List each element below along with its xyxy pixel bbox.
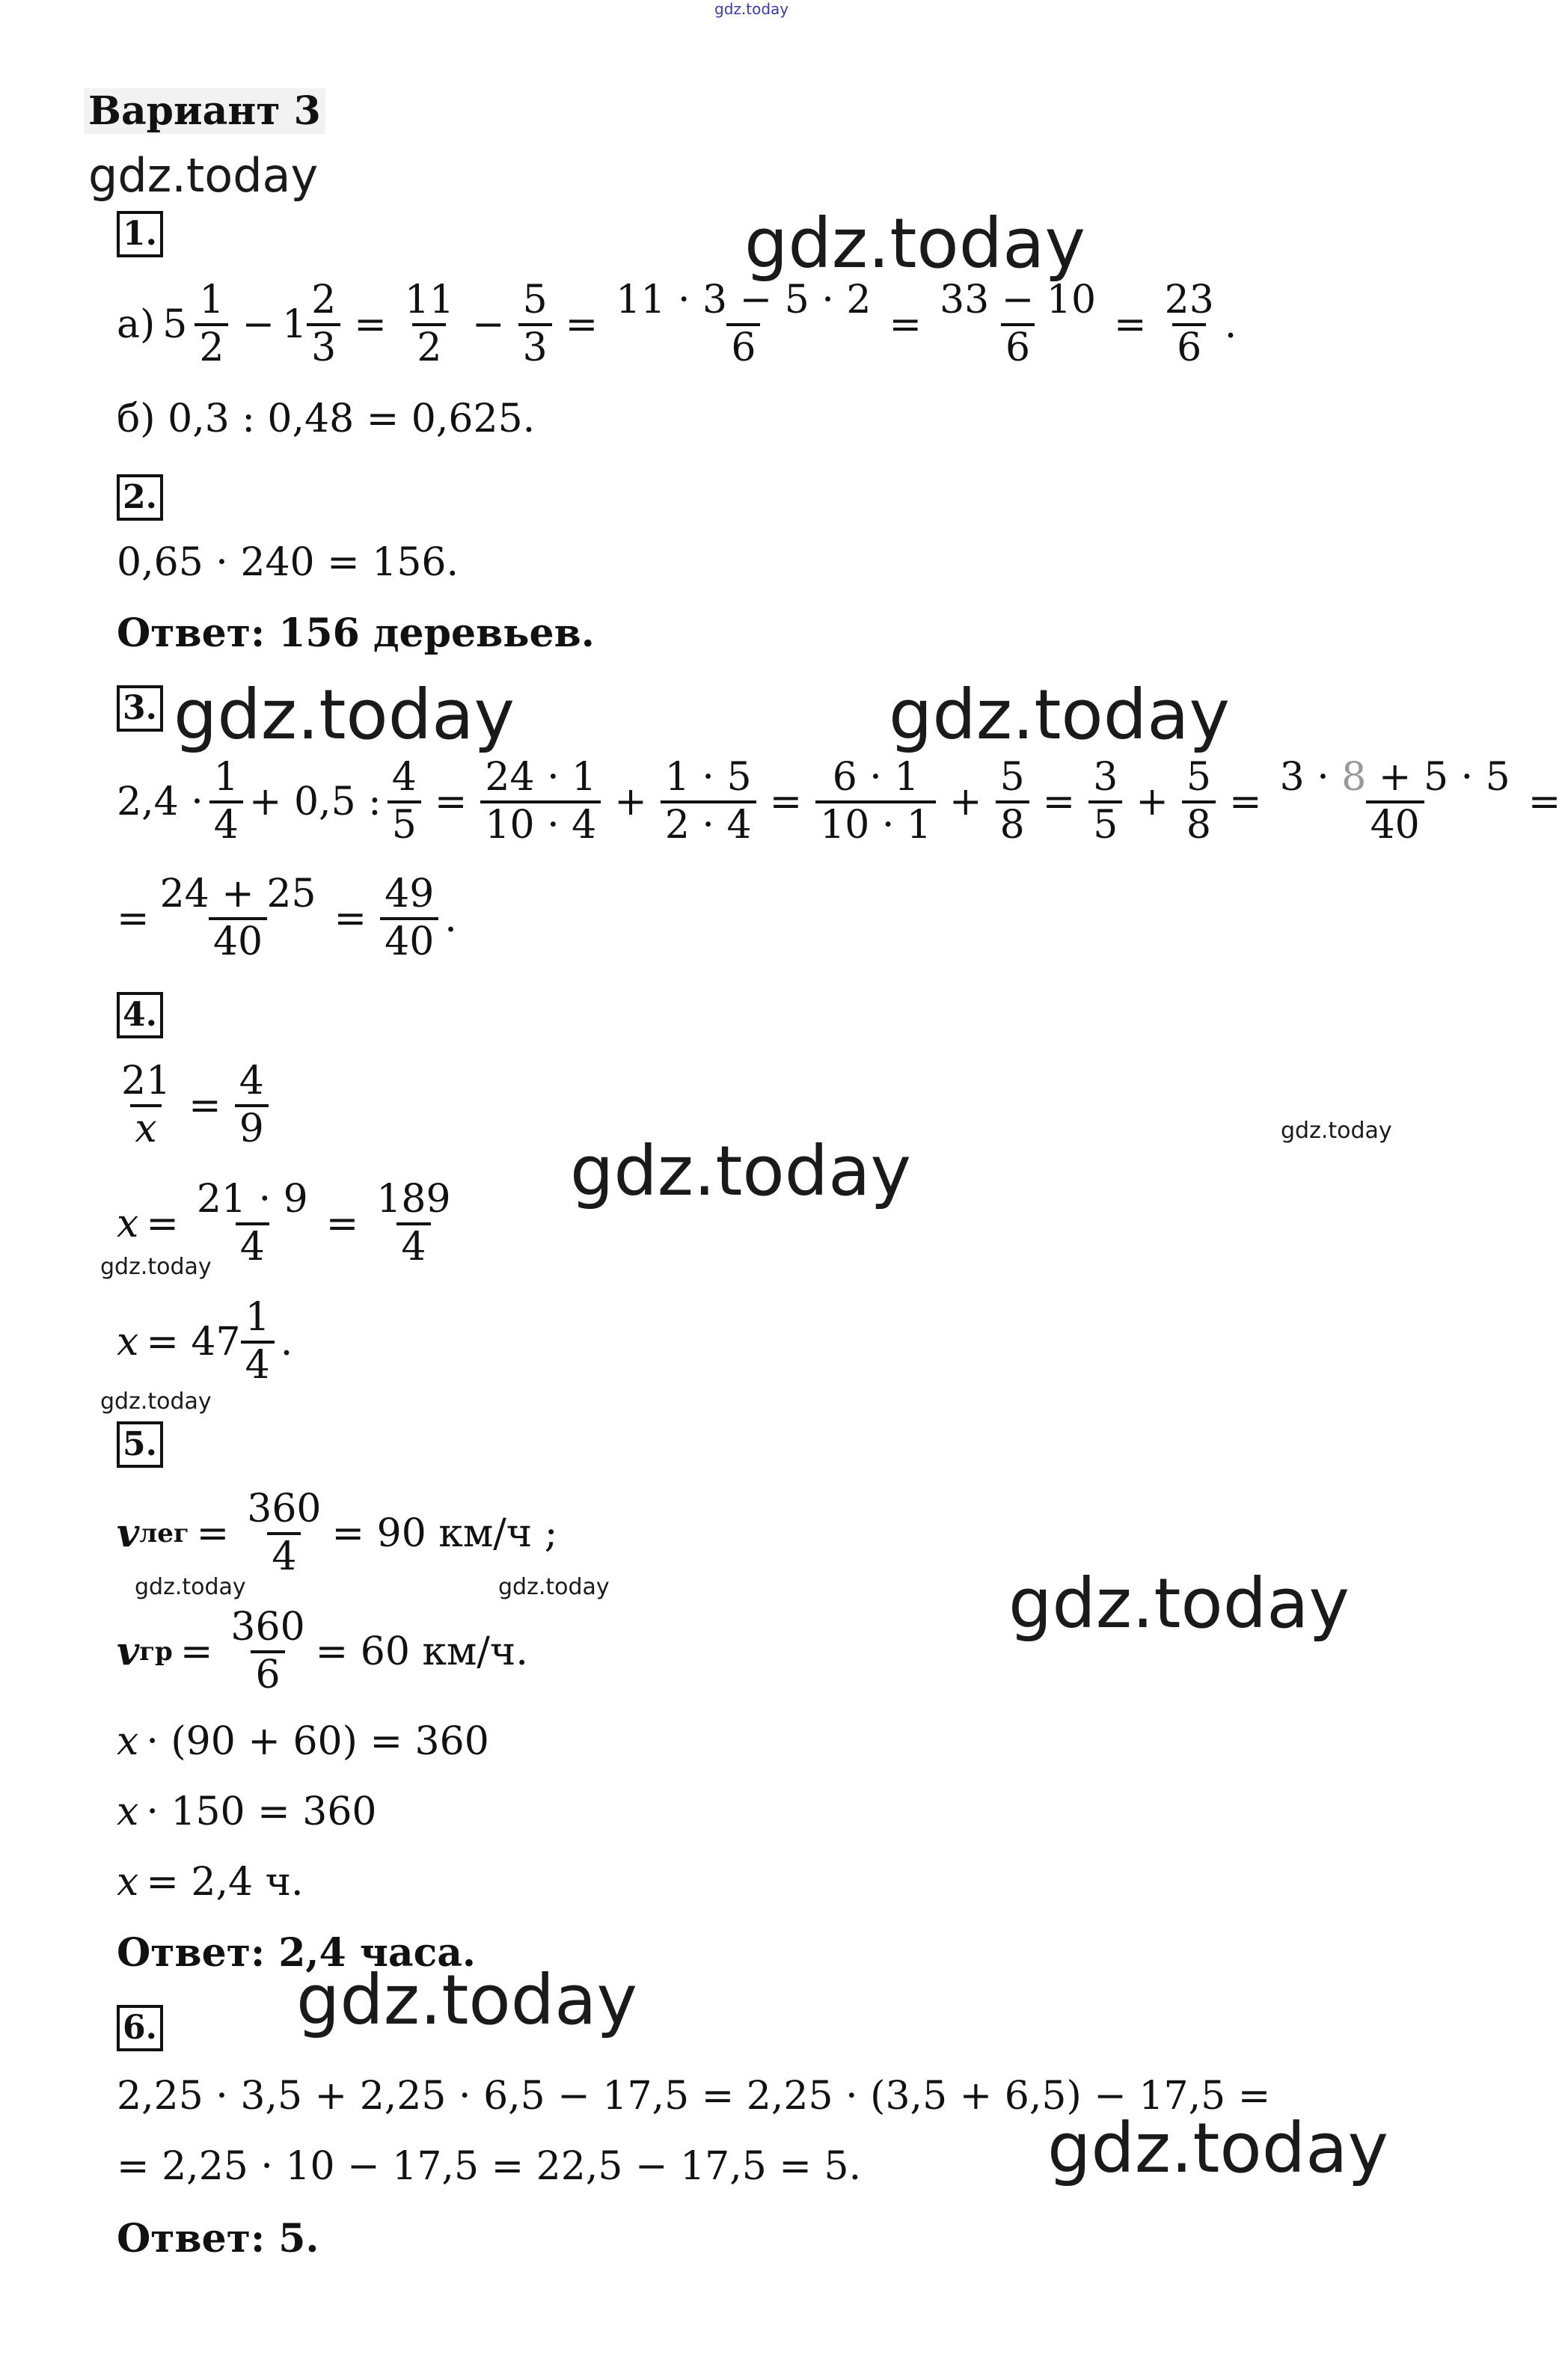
task-6-answer: Ответ: 5. <box>117 2216 319 2262</box>
task-6-line1: 2,25 · 3,5 + 2,25 · 6,5 − 17,5 = 2,25 · (3,5 + 6,5) − 17,5 = <box>117 2074 1271 2119</box>
watermark: gdz.today <box>889 675 1230 755</box>
variable-x: x <box>117 1789 139 1834</box>
task-4-solve: x = $\frac{21 \cdot 9}{4}$ = $\frac{189}{4}$ <box>117 1178 462 1270</box>
fraction: $\frac{5}{3}$ <box>518 278 552 371</box>
fraction: $\frac{4}{5}$ <box>388 756 421 848</box>
watermark: gdz.today <box>296 1960 637 2040</box>
task-2-answer: Ответ: 156 деревьев. <box>117 610 595 656</box>
task-5-eq2: x · 150 = 360 <box>117 1789 377 1834</box>
fraction: $\frac{23}{6}$ <box>1164 278 1214 370</box>
variable-x: x <box>117 1860 139 1905</box>
expr-part: 2,4 · <box>117 779 203 824</box>
watermark-top: gdz.today <box>714 0 789 18</box>
expr-part: = 60 км/ч. <box>315 1629 528 1674</box>
fraction: $\frac{360}{4}$ <box>247 1486 322 1579</box>
task-1a-expression <box>117 278 1237 371</box>
operator: − <box>242 301 275 347</box>
subscript: лег <box>139 1518 189 1549</box>
operator: = <box>889 301 922 347</box>
fraction: $\frac{11}{2}$ <box>404 278 454 370</box>
fraction: $\frac{1}{4}$ <box>241 1296 275 1388</box>
watermark: gdz.today <box>1008 1564 1350 1644</box>
fraction: $\frac{5}{8}$ <box>1182 756 1216 848</box>
task-6-line2: = 2,25 · 10 − 17,5 = 22,5 − 17,5 = 5. <box>117 2144 862 2189</box>
task-4-result: x = 47 $\frac{1}{4}$ . <box>117 1295 293 1388</box>
watermark: gdz.today <box>100 1254 212 1280</box>
variable-x: x <box>117 1201 139 1246</box>
task-number-5: 5. <box>117 1421 163 1468</box>
fraction: $\frac{6 \cdot 1}{10 \cdot 1}$ <box>815 756 936 848</box>
expr-part: = 47 <box>146 1319 241 1365</box>
expr-part: = 90 км/ч ; <box>331 1510 558 1556</box>
fraction: $\frac{49}{40}$ <box>380 872 438 965</box>
fraction: $\frac{3 \cdot 8 + 5 \cdot 5}{40}$ <box>1279 755 1510 848</box>
task-number-4: 4. <box>117 992 163 1038</box>
watermark: gdz.today <box>570 1131 911 1211</box>
mixed-whole: 1 <box>282 301 307 347</box>
task-4-proportion: $\frac{21}{x}$ = $\frac{4}{9}$ <box>117 1059 275 1152</box>
watermark: gdz.today <box>174 675 515 755</box>
fraction: $\frac{2}{3}$ <box>307 278 340 371</box>
variable-x: x <box>117 1719 139 1764</box>
operator: = <box>1114 301 1147 347</box>
fraction: $\frac{24 + 25}{40}$ <box>159 872 316 964</box>
variable-v: v <box>117 1510 140 1557</box>
task-1b-expression: б) 0,3 : 0,48 = 0,625. <box>117 396 536 441</box>
watermark: gdz.today <box>744 203 1085 284</box>
mixed-whole: 5 <box>162 301 188 347</box>
task-5-eq1: x · (90 + 60) = 360 <box>117 1719 489 1764</box>
fraction: $\frac{3}{5}$ <box>1088 756 1122 848</box>
item-label: а) <box>117 301 156 347</box>
operator: = <box>565 301 598 347</box>
page-title: Вариант 3 <box>84 88 325 134</box>
fraction: $\frac{1}{2}$ <box>195 278 228 371</box>
fraction: $\frac{33 - 10}{6}$ <box>940 278 1097 370</box>
fraction: $\frac{360}{6}$ <box>230 1605 305 1697</box>
fraction: $\frac{21}{x}$ <box>121 1059 171 1151</box>
task-3-expression-line2: = $\frac{24 + 25}{40}$ = $\frac{49}{40}$ . <box>117 872 457 964</box>
expr-part: + 0,5 : <box>248 779 382 824</box>
fraction: $\frac{1}{4}$ <box>209 756 243 848</box>
watermark: gdz.today <box>1047 2108 1388 2188</box>
task-number-1: 1. <box>117 211 163 257</box>
fraction: $\frac{4}{9}$ <box>235 1059 269 1152</box>
variable-v: v <box>117 1629 140 1675</box>
fraction: $\frac{1 \cdot 5}{2 \cdot 4}$ <box>661 756 756 848</box>
task-2-expression: 0,65 · 240 = 156. <box>117 540 459 585</box>
operator: + <box>1136 779 1169 824</box>
task-3-expression-line1: 2,4 · $\frac{1}{4}$ + 0,5 : $\frac{4}{5}$ = $\frac{24 \cdot 1}{10 \cdot 4}$ + $\frac{1 \cdot 5}{2 \cdot 4}$ = $\frac{6 \cdot 1}{10 \cdot 1}$ + $\frac{5}{8}$ = $\frac{3}{5}$ + $\frac{5}{8}$ = $\frac{3 \cdot 8 + 5 \cdot 5}{40}$ = <box>117 755 1561 848</box>
task-5-speed-truck: v гр = $\frac{360}{6}$ = 60 км/ч. <box>117 1605 528 1697</box>
watermark: gdz.today <box>1281 1118 1392 1144</box>
fraction: $\frac{5}{8}$ <box>996 756 1029 848</box>
fraction: $\frac{24 \cdot 1}{10 \cdot 4}$ <box>480 756 601 848</box>
watermark: gdz.today <box>88 148 319 203</box>
task-5-speed-car: v лег = $\frac{360}{4}$ = 90 км/ч ; <box>117 1486 558 1579</box>
operator: + <box>949 779 982 824</box>
watermark: gdz.today <box>498 1574 610 1600</box>
task-number-6: 6. <box>117 2005 163 2051</box>
operator: − <box>472 301 505 347</box>
task-number-2: 2. <box>117 474 163 521</box>
fraction: $\frac{11 \cdot 3 - 5 \cdot 2}{6}$ <box>616 278 872 370</box>
variable-x: x <box>117 1319 139 1365</box>
operator: + <box>614 779 647 824</box>
fraction: $\frac{189}{4}$ <box>376 1177 451 1270</box>
task-5-answer: Ответ: 2,4 часа. <box>117 1930 477 1976</box>
fraction: $\frac{21 \cdot 9}{4}$ <box>196 1177 308 1270</box>
watermark: gdz.today <box>100 1388 212 1415</box>
period: . <box>1224 301 1237 347</box>
subscript: гр <box>139 1636 173 1667</box>
task-number-3: 3. <box>117 685 163 732</box>
operator: = <box>354 301 387 347</box>
watermark: gdz.today <box>135 1574 246 1600</box>
task-5-eq3: x = 2,4 ч. <box>117 1860 304 1905</box>
